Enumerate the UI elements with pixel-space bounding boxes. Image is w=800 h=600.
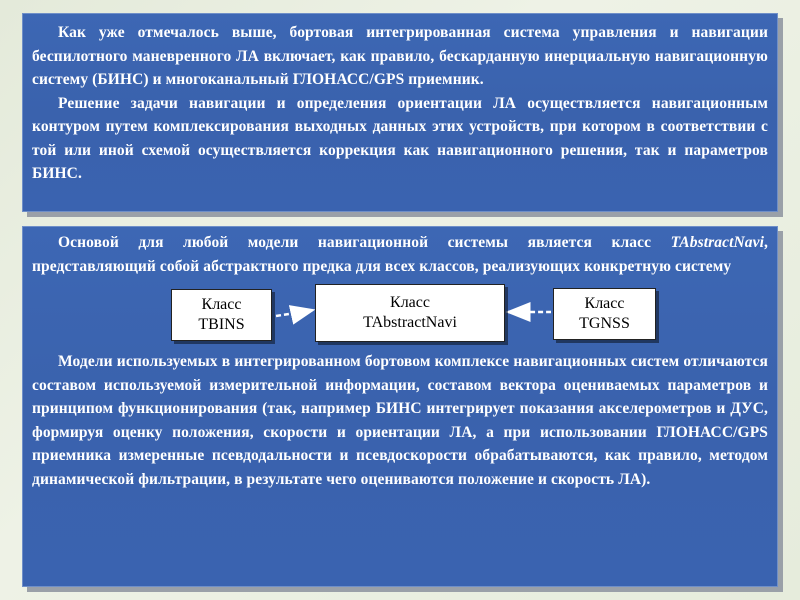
- models-paragraph: Модели используемых в интегрированном бортовом комплексе навигационных систем отличаются составом используемой измерительной информации, составом вектора оцениваемых параметров и принципом функционирования (так, например БИНС интегрирует показания акселерометров и ДУС, формируя оценку положения, скорости и ориентации ЛА, а при использовании ГЛОНАСС/GPS приемника измеренные псевдодальности и псевдоскорости обрабатываются, как правило, методом динамической фильтрации, в результате чего оцениваются положение и скорость ЛА).: [32, 353, 768, 488]
- class-abstractnavi-name: TAbstractNavi: [363, 314, 457, 331]
- intro-paragraph: Как уже отмечалось выше, бортовая интегрированная система управления и навигации беспилотного маневренного ЛА включает, как правило, бескарданную инерциальную навигационную систему (БИНС) и многоканальный ГЛОНАСС/GPS приемник.: [32, 24, 768, 88]
- class-tbins-name: TBINS: [198, 316, 245, 333]
- bottom-text-panel: [22, 226, 778, 587]
- class-abstractnavi-label: Класс: [390, 294, 430, 311]
- class-hierarchy-diagram: [32, 284, 768, 346]
- arrow-tbins-to-abstract: [276, 310, 313, 316]
- navigation-paragraph: Решение задачи навигации и определения ориентации ЛА осуществляется навигационным контуром путем комплексирования выходных данных этих устройств, при котором в соответствии с той или иной схемой осуществляется коррекция как навигационного решения, так и параметров БИНС.: [32, 94, 768, 182]
- base-class-text-before: Основой для любой модели навигационной системы является класс: [58, 234, 671, 251]
- class-abstractnavi-box: [315, 284, 505, 342]
- class-tbins-box: [171, 289, 272, 341]
- base-class-name: TAbstractNavi: [670, 234, 765, 251]
- base-class-paragraph: [32, 231, 768, 278]
- class-tgnss-name: TGNSS: [579, 315, 630, 332]
- base-class-text-after: , представляющий собой абстрактного предка для всех классов, реализующих конкретную систему: [32, 234, 768, 275]
- class-tgnss-label: Класс: [584, 295, 625, 312]
- class-tgnss-box: [553, 288, 656, 340]
- class-tbins-label: Класс: [201, 296, 242, 313]
- top-text-panel: [22, 13, 778, 212]
